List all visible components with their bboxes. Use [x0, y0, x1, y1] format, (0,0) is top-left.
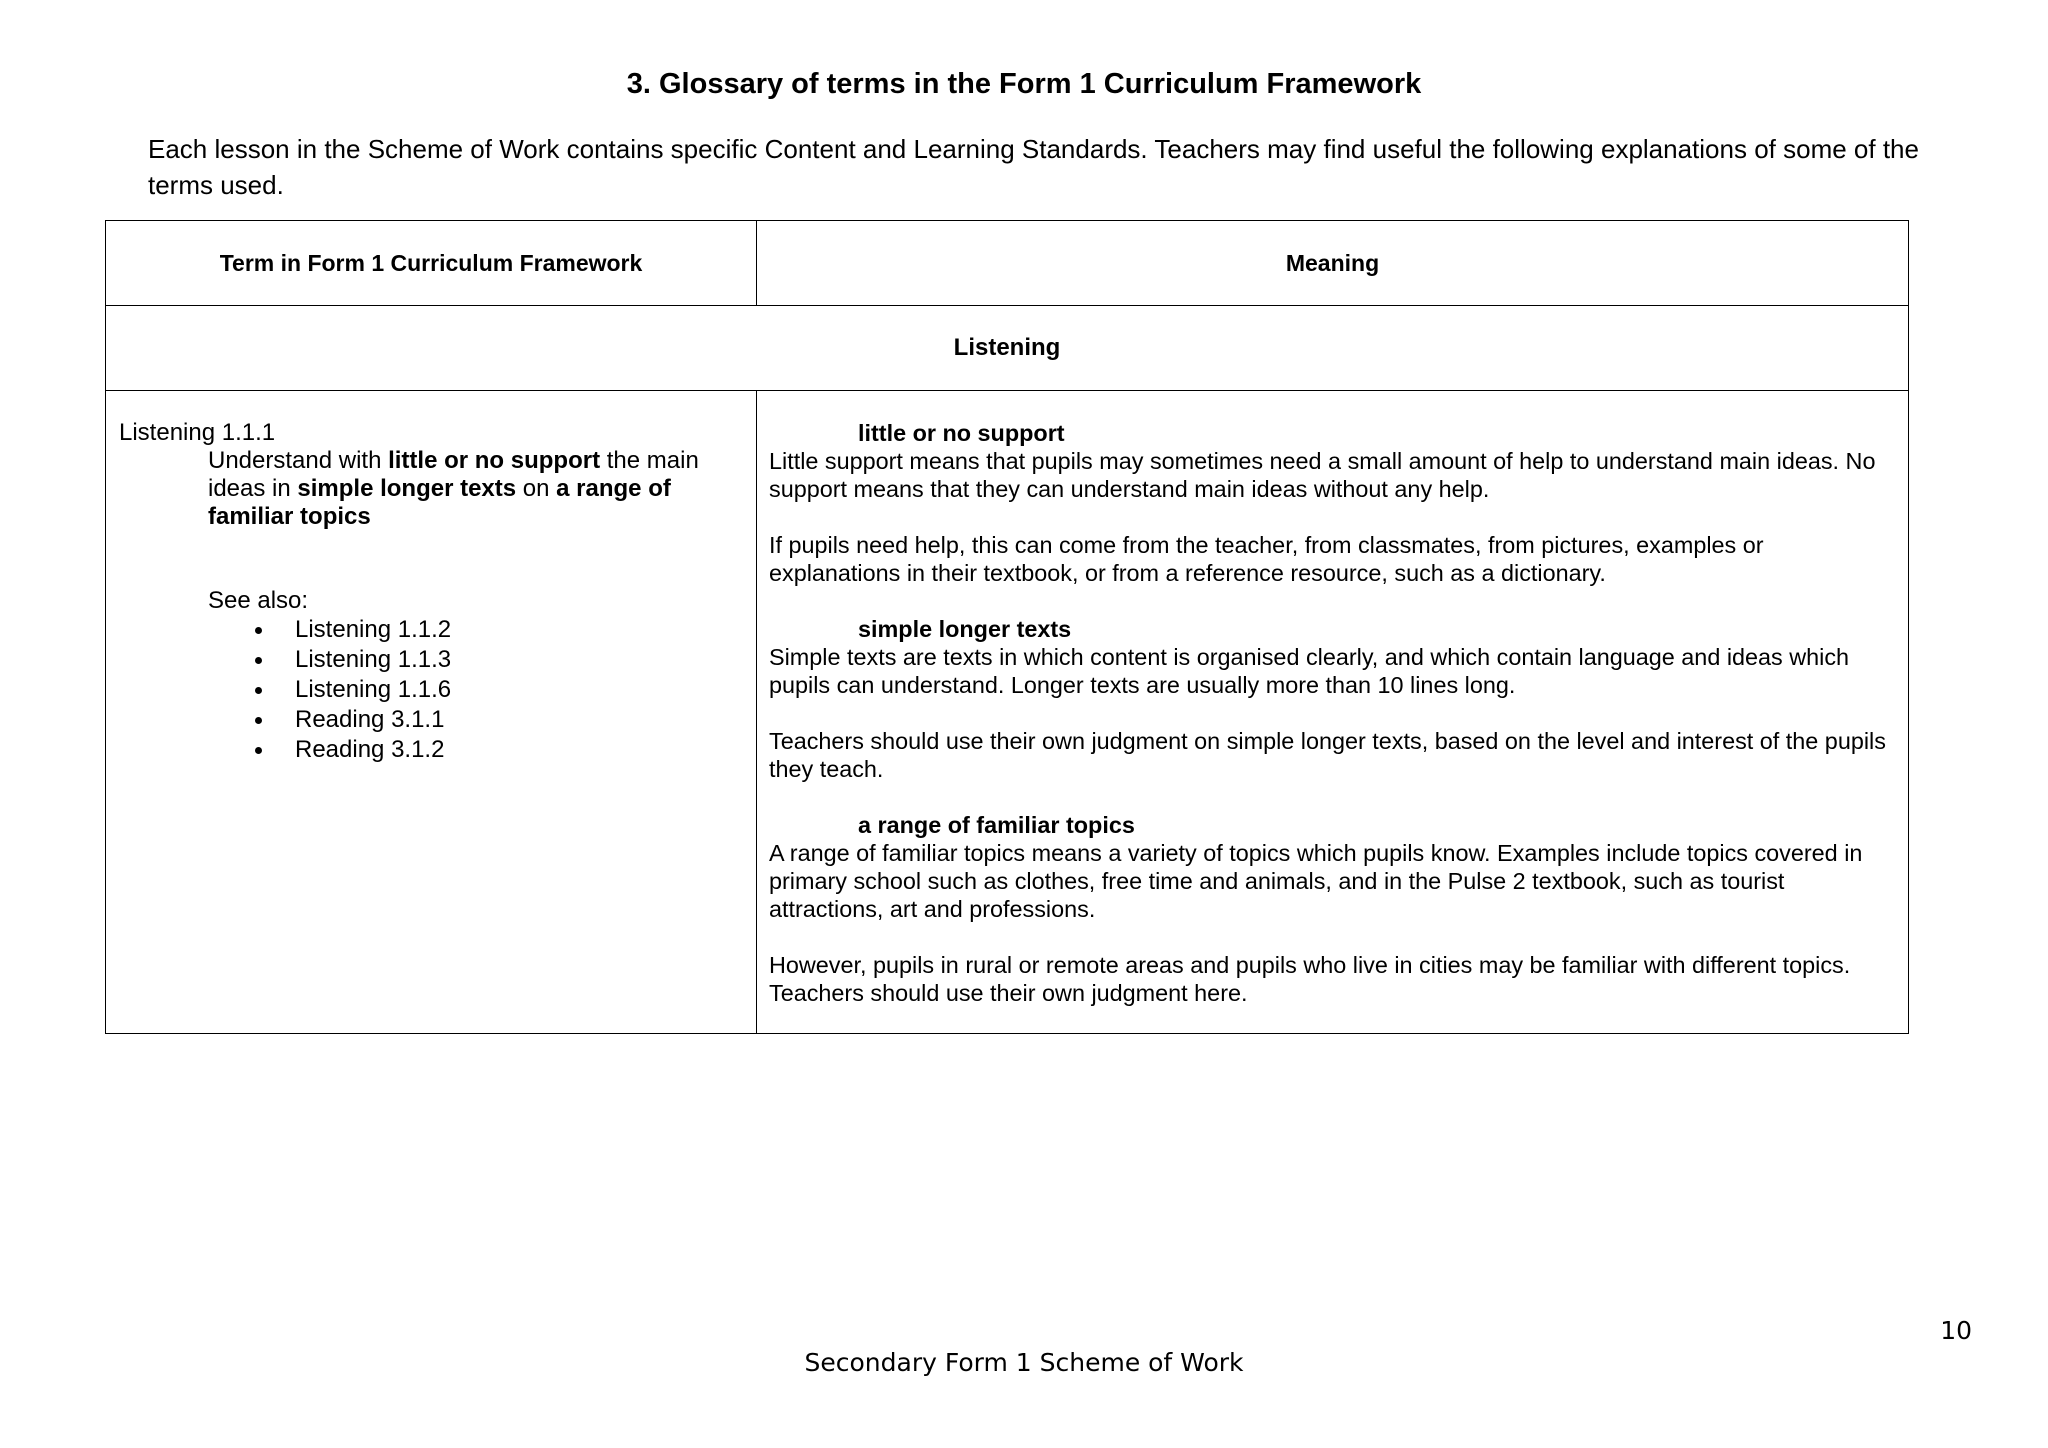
meaning-cell — [757, 391, 1909, 1034]
standard-description: Understand with little or no support the main ideas in simple longer texts on a range of familiar topics — [208, 447, 699, 530]
list-item: Listening 1.1.6 — [295, 675, 744, 705]
meaning-paragraph: Little support means that pupils may sometimes need a small amount of help to understand main ideas. No support means that they can understand main ideas without any help. — [769, 448, 1876, 502]
table-row — [106, 391, 1909, 1034]
section-heading-listening: Listening — [106, 306, 1909, 391]
meaning-paragraph: If pupils need help, this can come from the teacher, from classmates, from pictures, examples or explanations in their textbook, or from a reference resource, such as a dictionary. — [769, 532, 1764, 586]
term-simple-longer-texts: simple longer texts — [297, 475, 517, 502]
term-little-or-no-support: little or no support — [388, 447, 601, 474]
term-cell — [106, 391, 757, 1034]
table-header-row — [106, 221, 1909, 306]
page-title: 3. Glossary of terms in the Form 1 Curriculum Framework — [626, 68, 1422, 100]
list-item: Reading 3.1.1 — [295, 705, 744, 735]
list-item: Listening 1.1.3 — [295, 645, 744, 675]
section-row — [106, 306, 1909, 391]
see-also-label: See also: — [208, 587, 309, 614]
meaning-paragraph: Teachers should use their own judgment on simple longer texts, based on the level and interest of the pupils they teach. — [769, 728, 1886, 782]
column-header-term: Term in Form 1 Curriculum Framework — [106, 221, 757, 306]
meaning-paragraph: However, pupils in rural or remote areas and pupils who live in cities may be familiar with different topics. Teachers should use their own judgment here. — [769, 952, 1851, 1006]
page-number: 10 — [1940, 1316, 1972, 1345]
meaning-heading: little or no support — [858, 420, 1065, 446]
column-header-meaning: Meaning — [757, 221, 1909, 306]
footer-text: Secondary Form 1 Scheme of Work — [804, 1348, 1244, 1377]
meaning-paragraph: Simple texts are texts in which content is organised clearly, and which contain language and ideas which pupils can understand. Longer texts are usually more than 10 lines long. — [769, 644, 1850, 698]
standard-code: Listening 1.1.1 — [119, 419, 276, 446]
meaning-heading: simple longer texts — [858, 616, 1072, 642]
glossary-table — [105, 220, 1909, 1034]
meaning-heading: a range of familiar topics — [858, 812, 1135, 838]
list-item: Reading 3.1.2 — [295, 735, 744, 765]
term-range-of-familiar-topics: a range of familiar topics — [208, 475, 671, 530]
list-item: Listening 1.1.2 — [295, 615, 744, 645]
intro-paragraph: Each lesson in the Scheme of Work contains specific Content and Learning Standards. Teachers may find useful the following explanations of some of the terms used. — [148, 134, 1919, 200]
meaning-paragraph: A range of familiar topics means a variety of topics which pupils know. Examples include topics covered in primary school such as clothes, free time and animals, and in the Pulse 2 textbook, such as tourist attractions, art and professions. — [769, 840, 1863, 922]
see-also-list — [119, 615, 744, 765]
